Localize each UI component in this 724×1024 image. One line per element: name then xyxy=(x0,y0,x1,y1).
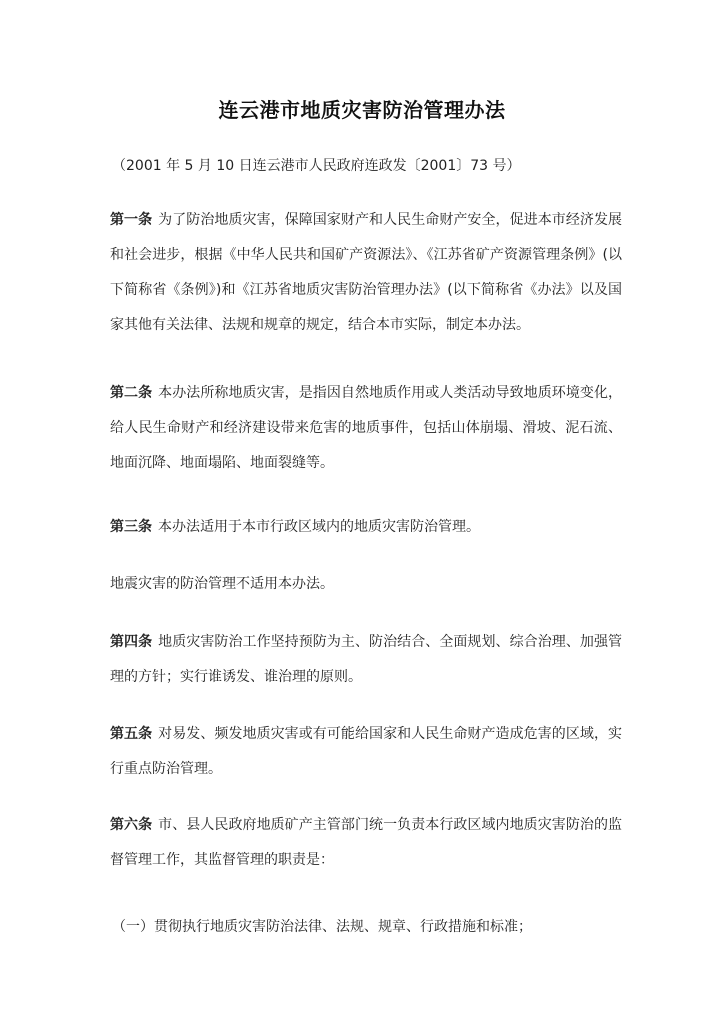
article-label: 第三条 xyxy=(110,519,152,535)
article-paragraph xyxy=(110,510,622,545)
article-text: （一）贯彻执行地质灾害防治法律、法规、规章、行政措施和标准； xyxy=(112,919,532,935)
article-label: 第六条 xyxy=(110,817,153,833)
article-paragraph xyxy=(110,717,622,787)
article-paragraph xyxy=(110,376,622,481)
article-text: 为了防治地质灾害，保障国家财产和人民生命财产安全，促进本市经济发展和社会进步，根据《中华人民共和国矿产资源法》、《江苏省矿产资源管理条例》(以下简称省《条例》)和《江苏省地质灾害防治管理办法》(以下简称省《办法》以及国家其他有关法律、法规和规章的规定，结合本市实际，制定本办法。 xyxy=(110,212,622,333)
article-text: 市、县人民政府地质矿产主管部门统一负责本行政区域内地质灾害防治的监督管理工作，其监督管理的职责是： xyxy=(110,817,622,868)
article-label: 第一条 xyxy=(110,212,153,228)
article-paragraph xyxy=(110,625,622,695)
article-label: 第四条 xyxy=(110,634,153,650)
article-paragraph xyxy=(110,567,622,602)
article-label: 第五条 xyxy=(110,726,153,742)
article-label: 第二条 xyxy=(110,385,153,401)
document-subtitle: （2001 年 5 月 10 日连云港市人民政府连政发〔2001〕73 号） xyxy=(112,158,521,174)
article-text: 本办法适用于本市行政区域内的地质灾害防治管理。 xyxy=(158,519,480,535)
list-item-paragraph xyxy=(112,910,624,945)
article-text: 本办法所称地质灾害，是指因自然地质作用或人类活动导致地质环境变化，给人民生命财产和经济建设带来危害的地质事件，包括山体崩塌、滑坡、泥石流、地面沉降、地面塌陷、地面裂缝等。 xyxy=(110,385,622,471)
document-title: 连云港市地质灾害防治管理办法 xyxy=(218,98,506,122)
article-text: 对易发、频发地质灾害或有可能给国家和人民生命财产造成危害的区域，实行重点防治管理。 xyxy=(110,726,622,777)
article-paragraph xyxy=(110,808,622,878)
article-paragraph xyxy=(110,203,622,343)
article-text: 地震灾害的防治管理不适用本办法。 xyxy=(110,576,334,592)
article-text: 地质灾害防治工作坚持预防为主、防治结合、全面规划、综合治理、加强管理的方针；实行谁诱发、谁治理的原则。 xyxy=(110,634,622,685)
